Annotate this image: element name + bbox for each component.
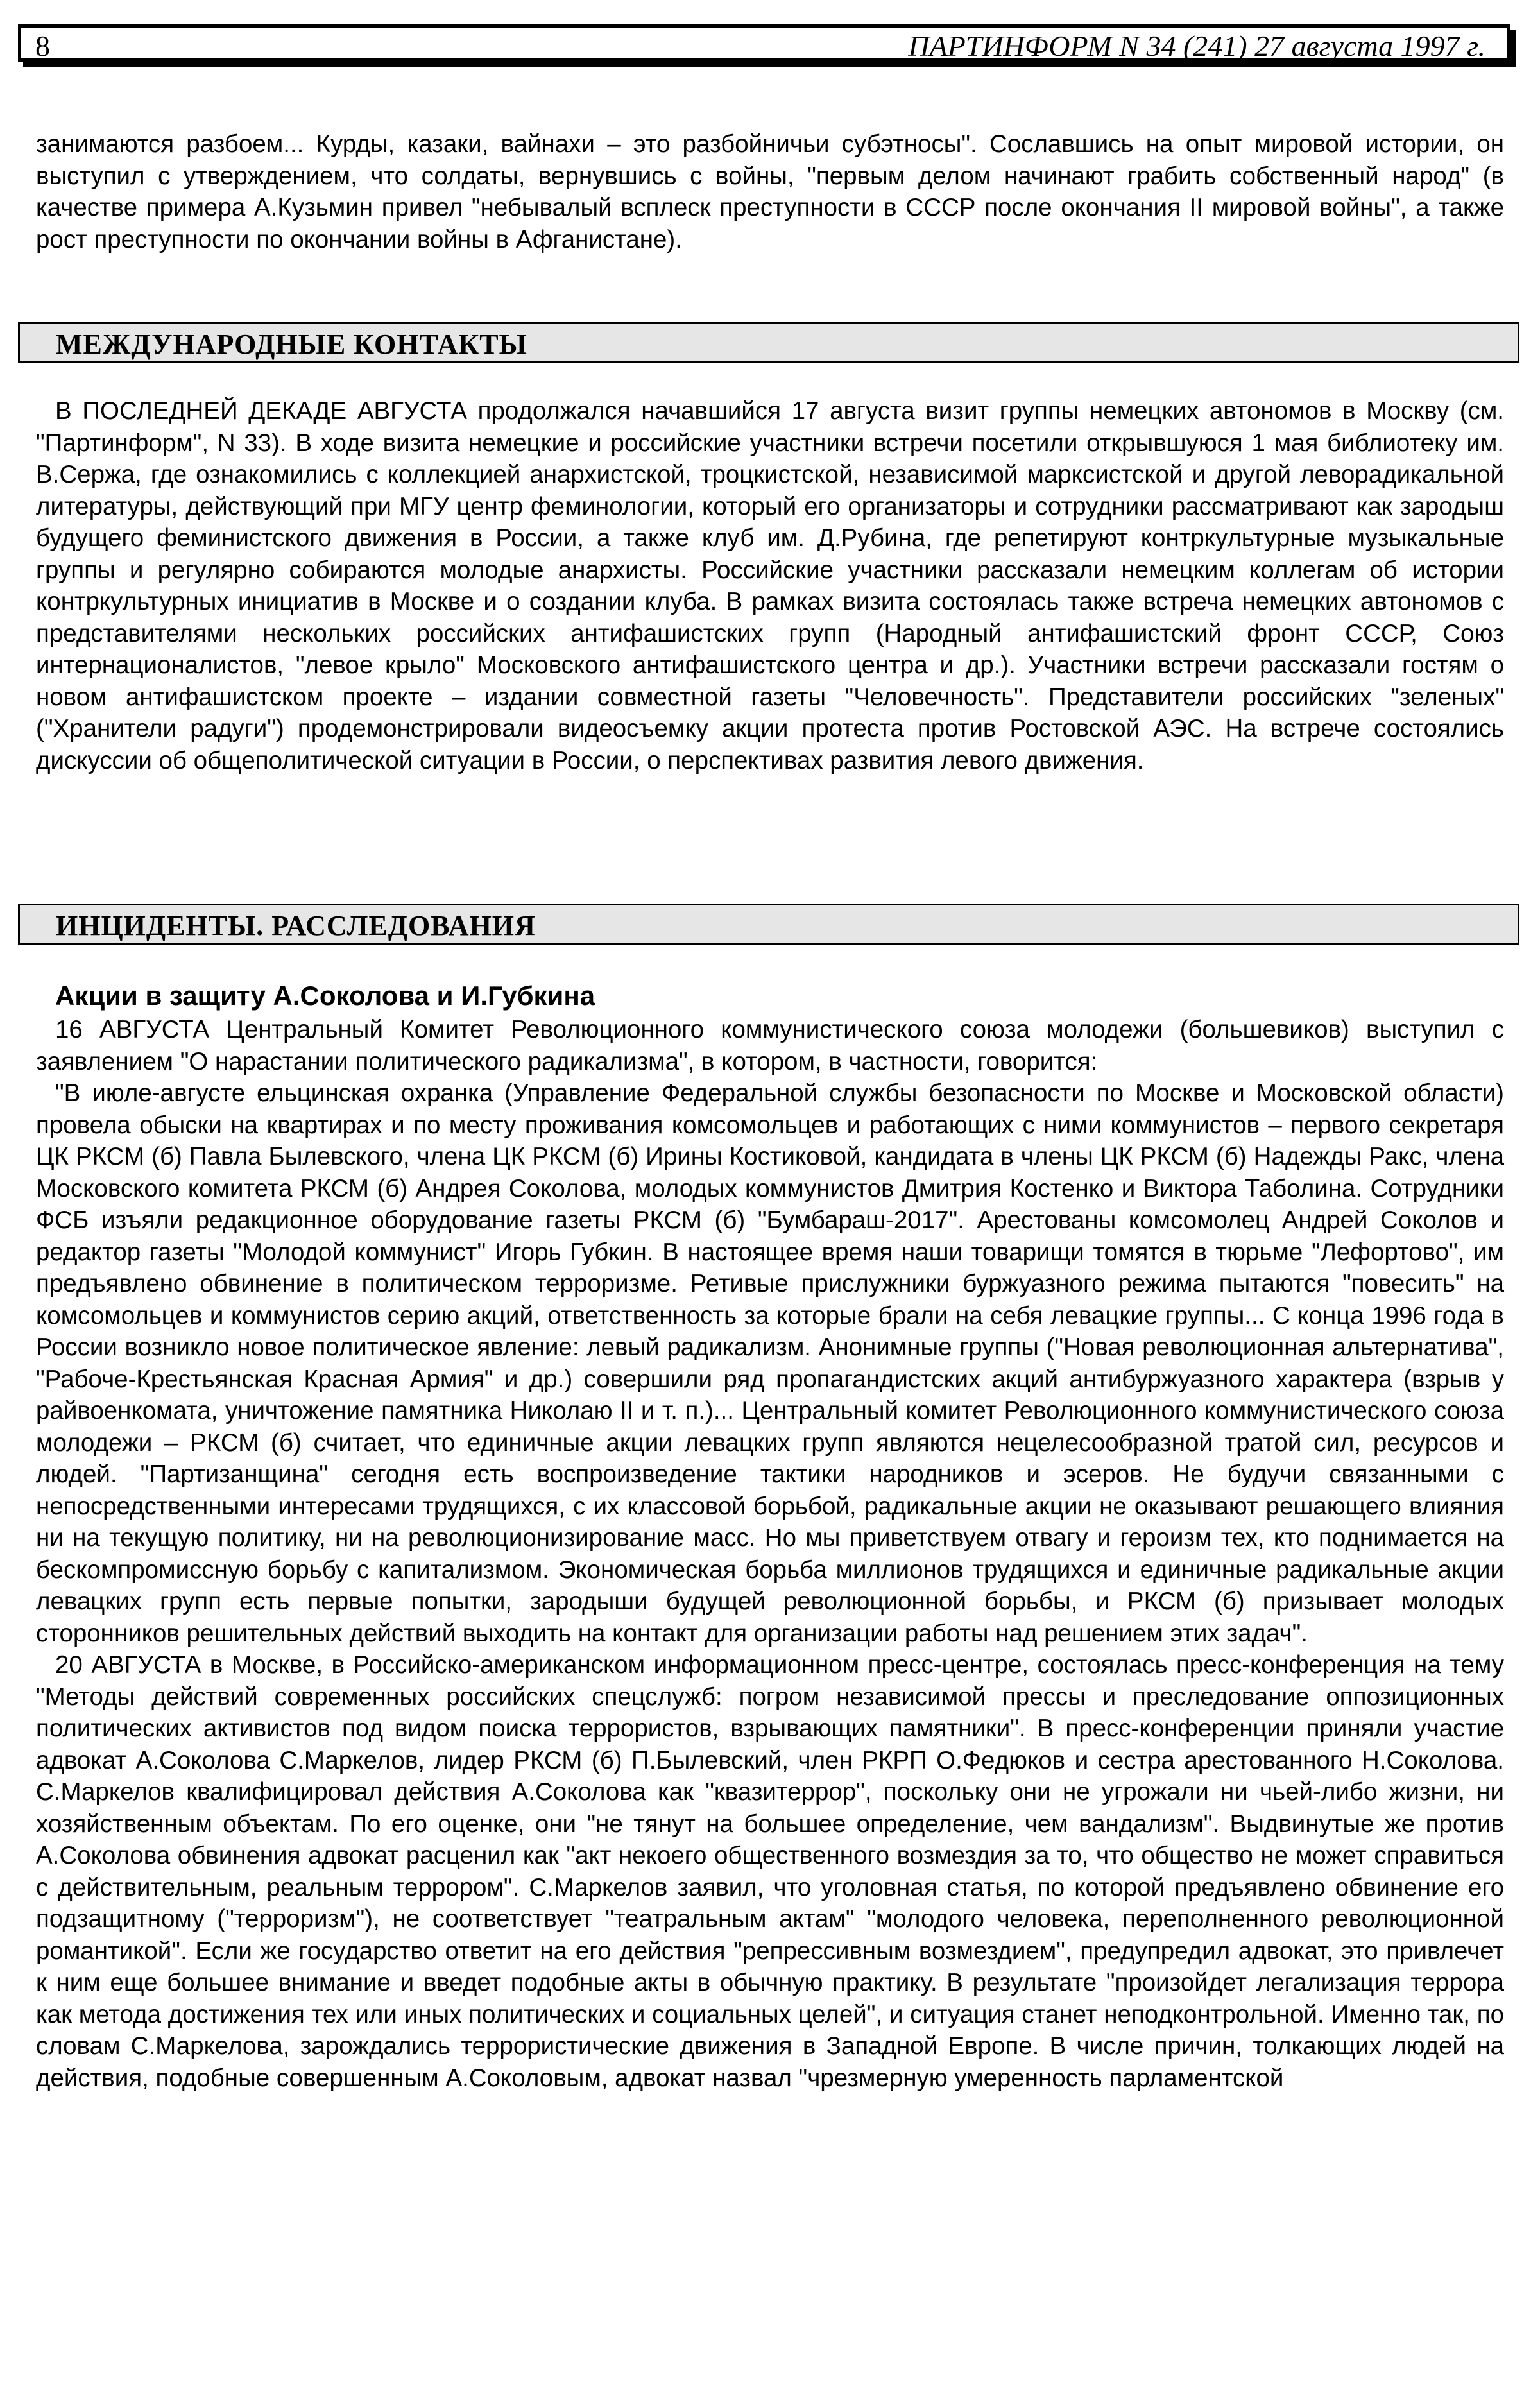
- page-header: [18, 24, 1510, 62]
- section-heading-text: МЕЖДУНАРОДНЫЕ КОНТАКТЫ: [56, 329, 527, 360]
- page-number: 8: [35, 30, 50, 62]
- section2-paragraph-1: 16 АВГУСТА Центральный Комитет Революционного коммунистического союза молодежи (большевиков) выступил с заявлением "О нарастании политического радикализма", в котором, в частности, говорится:: [36, 1016, 1504, 1075]
- section-heading-incidents: [18, 904, 1519, 945]
- section1-body: [36, 395, 1504, 776]
- intro-paragraph-block: [36, 128, 1504, 255]
- section-heading-text: ИНЦИДЕНТЫ. РАССЛЕДОВАНИЯ: [56, 910, 536, 941]
- article-subheading: Акции в защиту А.Соколова и И.Губкина: [55, 981, 595, 1011]
- section2-paragraph-2: "В июле-августе ельцинская охранка (Управление Федеральной службы безопасности по Москве и Московской области) провела обыски на квартирах и по месту проживания комсомольцев и работающих с ними коммунистов – первого секретаря ЦК РКСМ (б) Павла Былевского, члена ЦК РКСМ (б) Ирины Костиковой, кандидата в члены ЦК РКСМ (б) Надежды Ракс, члена Московского комитета РКСМ (б) Андрея Соколова, молодых коммунистов Дмитрия Костенко и Виктора Таболина. Сотрудники ФСБ изъяли редакционное оборудование газеты РКСМ (б) "Бумбараш-2017". Арестованы комсомолец Андрей Соколов и редактор газеты "Молодой коммунист" Игорь Губкин. В настоящее время наши товарищи томятся в тюрьме "Лефортово", им предъявлено обвинение в политическом терроризме. Ретивые прислужники буржуазного режима пытаются "повесить" на комсомольцев и коммунистов серию акций, ответственность за которые брали на себя левацкие группы... С конца 1996 года в России возникло новое политическое явление: левый радикализм. Анонимные группы ("Новая революционная альтернатива", "Рабоче-Крестьянская Красная Армия" и др.) совершили ряд пропагандистских акций антибуржуазного характера (взрыв у райвоенкомата, уничтожение памятника Николаю II и т. п.)... Центральный комитет Революционного коммунистического союза молодежи – РКСМ (б) считает, что единичные акции левацких групп являются нецелесообразной тратой сил, ресурсов и людей. "Партизанщина" сегодня есть воспроизведение тактики народников и эсеров. Не будучи связанными с непосредственными интересами трудящихся, с их классовой борьбой, радикальные акции не оказывают решающего влияния ни на текущую политику, ни на революционизирование масс. Но мы приветствуем отвагу и героизм тех, кто поднимается на бескомпромиссную борьбу с капитализмом. Экономическая борьба миллионов трудящихся и единичные радикальные акции левацких групп есть первые попытки, зародыши будущей революционной борьбы, и РКСМ (б) призывает молодых сторонников решительных действий выходить на контакт для организации работы над решением этих задач".: [36, 1079, 1504, 1647]
- issue-title: ПАРТИНФОРМ N 34 (241) 27 августа 1997 г.: [908, 30, 1485, 62]
- section1-paragraph: В ПОСЛЕДНЕЙ ДЕКАДЕ АВГУСТА продолжался начавшийся 17 августа визит группы немецких автономов в Москву (см. "Партинформ", N 33). В ходе визита немецкие и российские участники встречи посетили открывшуюся 1 мая библиотеку им. В.Сержа, где ознакомились с коллекцией анархистской, троцкистской, независимой марксистской и другой леворадикальной литературы, действующий при МГУ центр феминологии, который его организаторы и сотрудники рассматривают как зародыш будущего феминистского движения в России, а также клуб им. Д.Рубина, где репетируют контркультурные музыкальные группы и регулярно собираются молодые анархисты. Российские участники рассказали немецким коллегам об истории контркультурных инициатив в Москве и о создании клуба. В рамках визита состоялась также встреча немецких автономов с представителями нескольких российских антифашистских групп (Народный антифашистский фронт СССР, Союз интернационалистов, "левое крыло" Московского антифашистского центра и др.). Участники встречи рассказали гостям о новом антифашистском проекте – издании совместной газеты "Человечность". Представители российских "зеленых" ("Хранители радуги") продемонстрировали видеосъемку акции протеста против Ростовской АЭС. На встрече состоялись дискуссии об общеполитической ситуации в России, о перспективах развития левого движения.: [36, 397, 1504, 775]
- section2-body: [36, 1014, 1504, 2094]
- section-heading-international: [18, 322, 1519, 363]
- section2-paragraph-3: 20 АВГУСТА в Москве, в Российско-американском информационном пресс-центре, состоялась пресс-конференция на тему "Методы действий современных российских спецслужб: погром независимой прессы и преследование оппозиционных политических активистов под видом поиска террористов, взрывающих памятники". В пресс-конференции приняли участие адвокат А.Соколова С.Маркелов, лидер РКСМ (б) П.Былевский, член РКРП О.Федюков и сестра арестованного Н.Соколова. С.Маркелов квалифицировал действия А.Соколова как "квазитеррор", поскольку они не угрожали ни чьей-либо жизни, ни хозяйственным объектам. По его оценке, они "не тянут на большее определение, чем вандализм". Выдвинутые же против А.Соколова обвинения адвокат расценил как "акт некоего общественного возмездия за то, что общество не может справиться с действительным, реальным террором". С.Маркелов заявил, что уголовная статья, по которой предъявлено обвинение его подзащитному ("терроризм"), не соответствует "театральным актам" "молодого человека, переполненного революционной романтикой". Если же государство ответит на его действия "репрессивным возмездием", предупредил адвокат, это привлечет к ним еще большее внимание и введет подобные акты в обычную практику. В результате "произойдет легализация террора как метода достижения тех или иных политических и социальных целей", и ситуация станет неподконтрольной. Именно так, по словам С.Маркелова, зарождались террористические движения в Западной Европе. В числе причин, толкающих людей на действия, подобные совершенным А.Соколовым, адвокат назвал "чрезмерную умеренность парламентской: [36, 1651, 1504, 2092]
- intro-paragraph: занимаются разбоем... Курды, казаки, вайнахи – это разбойничьи субэтносы". Сославшись на опыт мировой истории, он выступил с утверждением, что солдаты, вернувшись с войны, "первым делом начинают грабить собственный народ" (в качестве примера А.Кузьмин привел "небывалый всплеск преступности в СССР после окончания II мировой войны", а также рост преступности по окончании войны в Афганистане).: [36, 130, 1504, 253]
